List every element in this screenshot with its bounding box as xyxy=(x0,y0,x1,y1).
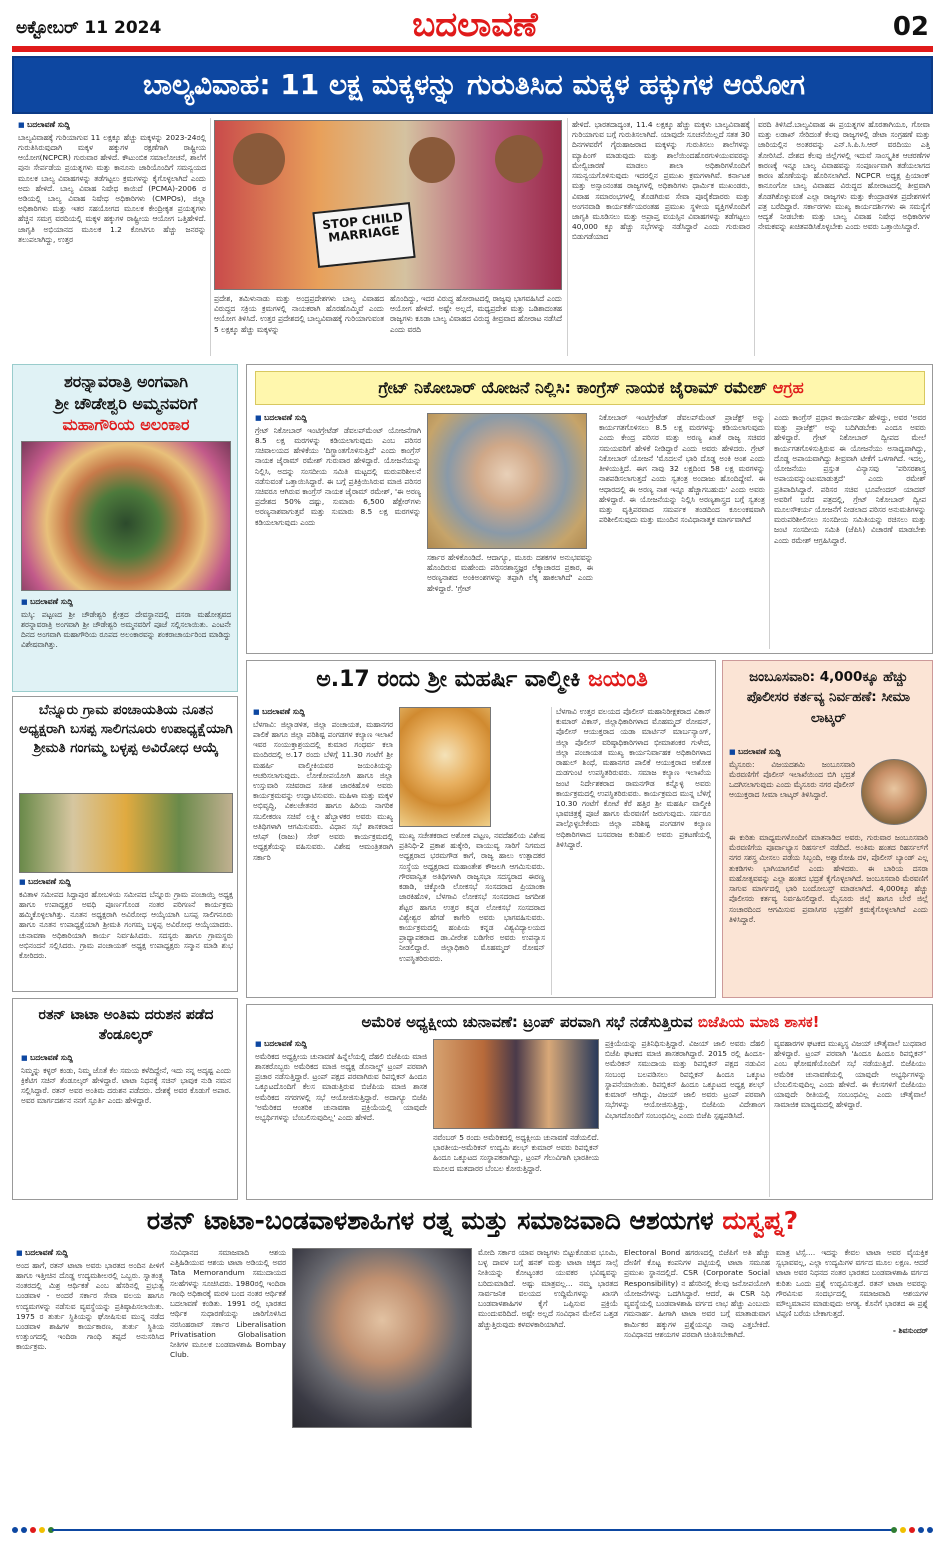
nicobar-col-1-text: ಗ್ರೇಟ್ ನಿಕೋಬಾರ್ ಇಂಟಿಗ್ರೇಟೆಡ್ ಡೆವಲಪ್‌ಮೆಂಟ್ ಯೋಜನೆಗಾಗಿ 8.5 ಲಕ್ಷ ಮರಗಳನ್ನು ಕಡಿಯಲಾಗುವುದು ಎಂಬ ಪರಿಸರ ಸಚಿವಾಲಯದ ಹೇಳಿಕೆಯು 'ದಿಗ್ಭ್ರಾಂತಗೊಳಿಸುತ್ತಿದೆ' ಎಂದು ಕಾಂಗ್ರೆಸ್ ನಾಯಕ ಜೈರಾಮ್ ರಮೇಶ್ ಗುರುವಾರ ಹೇಳಿದ್ದಾರೆ. ಯೋಜನೆಯನ್ನು ನಿಲ್ಲಿಸಿ, ಅದನ್ನು ಸಂಸದೀಯ ಸಮಿತಿ ಮಟ್ಟದಲ್ಲಿ ಮರುಪರಿಶೀಲನೆ ನಡೆಸುವಂತೆ ಒತ್ತಾಯಿಸಿದ್ದಾರೆ. ಈ ಬಗ್ಗೆ ಪ್ರತಿಕ್ರಿಯಿಸಿರುವ ಮಾಜಿ ಪರಿಸರ ಸಚಿವರೂ ಆಗಿರುವ ಕಾಂಗ್ರೆಸ್ ನಾಯಕ ಜೈರಾಮ್ ರಮೇಶ್, 'ಈ ಅರಣ್ಯ ಪ್ರದೇಶದ 50% ದಷ್ಟು, ಸುಮಾರು 6,500 ಹೆಕ್ಟೇರ್‌ಗಳು ಅರಣ್ಯನಾಶವಾಗುತ್ತವೆ ಮತ್ತು ಸುಮಾರು 8.5 ಲಕ್ಷ ಮರಗಳನ್ನು ಕಡಿಯಲಾಗುವುದು ಎಂದು xyxy=(255,425,421,527)
headline-line: ಶರನ್ನಾವರಾತ್ರಿ ಅಂಗವಾಗಿ xyxy=(63,372,188,391)
headline-text: ಅಮೆರಿಕ ಅಧ್ಯಕ್ಷೀಯ ಚುನಾವಣೆ: ಟ್ರಂಪ್ ಪರವಾಗಿ ಸಭೆ ನಡೆಸುತ್ತಿರುವ xyxy=(361,1013,693,1031)
navaratri-headline xyxy=(19,371,233,436)
valmiki-portrait xyxy=(399,707,491,827)
nicobar-headline xyxy=(262,378,920,398)
valmiki-story xyxy=(246,660,716,998)
sign-text: STOP CHILD MARRIAGE xyxy=(321,209,404,245)
masthead xyxy=(0,0,945,54)
tata-col-3: ಮೋದಿ ಸರ್ಕಾರ ಯಾವ ರಾಜ್ಯಗಳು ಬಿಟ್ಟುಕೊಡುವ ಭೂಮಿ, ಬಳ್ಳ ದಾವಳ ಬಗ್ಗೆ ಹನಕ್ ಮತ್ತು ಟಾಟಾ ಚಿಕ್ಕದ ಸಾಲ್ಸೆ ನೀತಿಯನ್ನು ಕೋಟ್ಯಂತರ ಯುವಕರ ಭವಿಷ್ಯವನ್ನು ಬರಿದುಮಾಡಿದೆ. ಅಷ್ಟು ಮಾತ್ರವಲ್ಲ... ನಮ್ಮ ಭಾರತದ ಸಾರ್ವಜನಿಕ ವಲಯದ ಉದ್ದಿಮೆಗಳನ್ನು ಖಾಸಗಿ ಬಂಡವಾಳಶಾಹಿಗಳ ಕೈಗೆ ಒಪ್ಪಿಸುವ ಪ್ರಕ್ರಿಯೆ ಮುಂದುವರಿದಿದೆ. ಅಷ್ಟೇ ಅಲ್ಲದೆ ಸಂವಿಧಾನ ಮೇಲಿನ ಒತ್ತಡ ಹೆಚ್ಚುತ್ತಿರುವುದು ಕಳವಳಕಾರಿಯಾಗಿದೆ. xyxy=(478,1248,618,1329)
lead-col-1-text: ಬಾಲ್ಯವಿವಾಹಕ್ಕೆ ಗುರಿಯಾಗುವ 11 ಲಕ್ಷಕ್ಕೂ ಹೆಚ್ಚು ಮಕ್ಕಳನ್ನು 2023-24ರಲ್ಲಿ ಗುರುತಿಸಿರುವುದಾಗಿ ಮಕ್ಕಳ ಹಕ್ಕುಗಳ ರಕ್ಷಣೆಗಾಗಿ ರಾಷ್ಟ್ರೀಯ ಆಯೋಗ(NCPCR) ಗುರುವಾರ ಹೇಳಿದೆ. ಕೌಟುಂಬಿಕ ಸಮಾಲೋಚನೆ, ಶಾಲೆಗೆ ಪುನಃ ಸೇರ್ಪಡೆಯ ಪ್ರಯತ್ನಗಳು ಮತ್ತು ಕಾನೂನು ಜಾರಿಯೊಂದಿಗೆ ಸಮನ್ವಯದ ಮೂಲಕ ಬಾಲ್ಯ ವಿವಾಹಗಳನ್ನು ತಡೆಗಟ್ಟಲು ಕ್ರಮಗಳನ್ನು ಕೈಗೊಳ್ಳಲಾಗಿದೆ ಎಂದು ಅದು ಹೇಳಿದೆ. ಬಾಲ್ಯ ವಿವಾಹ ನಿಷೇಧ ಕಾಯಿದೆ (PCMA)-2006 ರ ಅಡಿಯಲ್ಲಿ ಬಾಲ್ಯ ವಿವಾಹ ನಿಷೇಧ ಅಧಿಕಾರಿಗಳು (CMPOs), ಜಿಲ್ಲಾ ಅಧಿಕಾರಿಗಳು ಮತ್ತು ಇತರ ಸಹಯೋಗದ ಮೂಲಕ ಕೇಂದ್ರೀಕೃತ ಪ್ರಯತ್ನಗಳು ಹೆಚ್ಚಿನ ಸಮಗ್ರ ವರದಿಯಲ್ಲಿ ಮಕ್ಕಳ ಹಕ್ಕುಗಳ ರಾಷ್ಟ್ರೀಯ ಆಯೋಗ ಒತ್ತಿಹೇಳಿದೆ. ಜಾಗೃತಿ ಅಭಿಯಾನದ ಮೂಲಕ 1.2 ಕೋಟಿಗೂ ಹೆಚ್ಚು ಜನರನ್ನು ತಲುಪಲಾಗಿದ್ದು, ಉತ್ತರ xyxy=(18,132,206,244)
newspaper-title: ಬದಲಾವಣೆ xyxy=(412,5,538,45)
valmiki-col-2: ಮುಖ್ಯ ಸಚೇತಕರಾದ ಅಶೋಕ ಪಟ್ಟಣ, ನವದೆಹಲಿಯ ವಿಶೇಷ ಪ್ರತಿನಿಧಿ-2 ಪ್ರಕಾಶ ಹುಕ್ಕೇರಿ, ವಾಯುವ್ಯ ಸಾರಿಗೆ ನಿಗಮದ ಅಧ್ಯಕ್ಷರಾದ ಭರಮಗೌಡ ಕಾಗೆ, ರಾಜ್ಯ ಹಾಲು ಉತ್ಪಾದಕರ ಸಂಸ್ಥೆಯ ಅಧ್ಯಕ್ಷರಾದ ಮಹಾಂತೇಶ ಕೌಜಲಗಿ ಆಗಮಿಸುವರು. ಗೌರವಾನ್ವಿತ ಅತಿಥಿಗಳಾಗಿ ರಾಜ್ಯಸಭಾ ಸದಸ್ಯರಾದ ಈರಣ್ಣ ಕಡಾಡಿ, ಚಿಕ್ಕೋಡಿ ಲೋಕಸಭೆ ಸಂಸದರಾದ ಪ್ರಿಯಾಂಕಾ ಜಾರಕಿಹೊಳಿ, ಬೆಳಗಾವಿ ಲೋಕಸಭೆ ಸಂಸದರಾದ ಜಗದೀಶ ಶೆಟ್ಟರ ಹಾಗೂ ಉತ್ತರ ಕನ್ನಡ ಲೋಕಸಭೆ ಸಂಸದರಾದ ವಿಶ್ವೇಶ್ವರ ಹೆಗಡೆ ಕಾಗೇರಿ ಅವರು ಭಾಗವಹಿಸುವರು. ಕಾರ್ಯಕ್ರಮದಲ್ಲಿ ಹಂಪಿಯ ಕನ್ನಡ ವಿಶ್ವವಿದ್ಯಾಲಯದ ಪ್ರಾಧ್ಯಾಪಕರಾದ ಡಾ.ವೀರೇಶ ಬಡಿಗೇರ ಅವರು ಉಪನ್ಯಾಸ ನೀಡಲಿದ್ದಾರೆ. ಜಿಲ್ಲಾಧಿಕಾರಿ ಮೊಹಮ್ಮದ್ ರೋಷನ್ ಉಪಸ್ಥಿತರಿರುವರು. xyxy=(399,831,545,963)
tendulkar-body xyxy=(21,1053,231,1197)
headline-text: ಅ.17 ರಂದು ಶ್ರೀ ಮಹರ್ಷಿ ವಾಲ್ಮೀಕಿ xyxy=(316,667,581,692)
seema-latkar-photo xyxy=(861,759,927,825)
usa-col-4: ವ್ಯವಹಾರಗಳ ಘಟಕದ ಮುಖ್ಯಸ್ಥ ವಿಜಯ್ ಚೌತೈವಾಲೆ ಬುಧವಾರ ಹೇಳಿದ್ದಾರೆ. ಟ್ರಂಪ್ ಪರವಾಗಿ 'ಹಿಂದೂ ಹಿಂದೂ ರಿಪಬ್ಲಿಕನ್' ಎಂಬ ಘೋಷಣೆಯೊಂದಿಗೆ ಸಭೆ ನಡೆಯುತ್ತಿದೆ. ಬಿಜೆಪಿಯು ಅಮೆರಿಕ ಚುನಾವಣೆಯಲ್ಲಿ ಯಾವುದೇ ಅಭ್ಯರ್ಥಿಗಳನ್ನು ಬೆಂಬಲಿಸುವುದಿಲ್ಲ ಎಂದು ಹೇಳಿದೆ. ಈ ಕೆಲಸಗಳಿಗೆ ಬಿಜೆಪಿಯು ಯಾವುದೇ ರೀತಿಯಲ್ಲಿ ಸಂಬಂಧವಿಲ್ಲ ಎಂದು ಚೌತೈವಾಲೆ ಸಾಮಾಜಿಕ ಮಾಧ್ಯಮದಲ್ಲಿ ಹೇಳಿದ್ದಾರೆ. xyxy=(774,1039,926,1110)
masthead-rule xyxy=(12,46,933,52)
tendulkar-story xyxy=(12,998,238,1200)
trump-photo xyxy=(433,1039,599,1129)
usa-headline xyxy=(253,1013,928,1031)
byline: ■ ಬದಲಾವಣೆ ಸುದ್ದಿ xyxy=(729,747,855,758)
divider xyxy=(769,413,770,649)
valmiki-col-1 xyxy=(253,707,393,995)
lead-col-5: ವರದಿ ತಿಳಿಸಿದೆ.ಬಾಲ್ಯವಿವಾಹ ಈ ಪ್ರಯತ್ನಗಳ ಹೊರತಾಗಿಯೂ, ಗೋವಾ ಮತ್ತು ಲಡಾಖ್ ಸೇರಿದಂತೆ ಕೆಲವು ರಾಜ್ಯಗಳಲ್ಲಿ ಡೇಟಾ ಸಂಗ್ರಹಣೆ ಮತ್ತು ಜಾರಿಯಲ್ಲಿನ ಅಂತರವನ್ನು ಎನ್.ಸಿ.ಪಿ.ಸಿ.ಆರ್ ವರದಿಯು ಎತ್ತಿ ತೋರಿಸಿದೆ. ದೇಶದ ಕೆಲವು ಜಿಲ್ಲೆಗಳಲ್ಲಿ ಇದುವೆ ಸಾಂಸ್ಕೃತಿಕ ಆಚರಣೆಗಳ ಕಾರಣಕ್ಕೆ ಇನ್ನೂ ಬಾಲ್ಯ ವಿವಾಹವನ್ನು ಸಂಪೂರ್ಣವಾಗಿ ತಡೆಯಲಾಗದ ಕಾರಣ ಹೊಣೆಯನ್ನು ಹೊರಿಸಲಾಗಿದೆ. NCPCR ಅಧ್ಯಕ್ಷ ಪ್ರಿಯಾಂಕ್ ಕಾನೂಂಗೋ ಬಾಲ್ಯ ವಿವಾಹದ ವಿರುದ್ಧದ ಹೋರಾಟದಲ್ಲಿ ತೀವ್ರವಾಗಿ ತೊಡಗಿಕೊಳ್ಳುವಂತೆ ಎಲ್ಲಾ ರಾಜ್ಯಗಳು ಮತ್ತು ಕೇಂದ್ರಾಡಳಿತ ಪ್ರದೇಶಗಳಿಗೆ ಪತ್ರ ಬರೆದಿದ್ದಾರೆ. ಸರ್ಕಾರಗಳು ಮುಖ್ಯ ಕಾರ್ಯದರ್ಶಿಗಳು ಈ ಸಮಸ್ಯೆಗೆ ಆದ್ಯತೆ ನೀಡಬೇಕು ಮತ್ತು ಬಾಲ್ಯ ವಿವಾಹ ನಿಷೇಧ ಅಧಿಕಾರಿಗಳ ನೇಮಕವನ್ನು ಖಚಿತಪಡಿಸಿಕೊಳ್ಳಬೇಕು ಎಂದು ಅವರು ಒತ್ತಾಯಿಸಿದ್ದಾರೆ. xyxy=(758,120,930,232)
valmiki-col-1-text: ಬೆಳಗಾವಿ: ಜಿಲ್ಲಾಡಳಿತ, ಜಿಲ್ಲಾ ಪಂಚಾಯತ, ಮಹಾನಗರ ಪಾಲಿಕೆ ಹಾಗೂ ಜಿಲ್ಲಾ ಪರಿಶಿಷ್ಟ ಪಂಗಡಗಳ ಕಲ್ಯಾಣ ಇಲಾಖೆ ಇವರ ಸಂಯುಕ್ತಾಶ್ರಯದಲ್ಲಿ ಕುಮಾರ ಗಂಧರ್ವ ಕಲಾ ಮಂದಿರದಲ್ಲಿ ಅ.17 ರಂದು ಬೆಳಿಗ್ಗೆ 11.30 ಗಂಟೆಗೆ ಶ್ರೀ ಮಹರ್ಷಿ ವಾಲ್ಮೀಕಿಯವರ ಜಯಂತಿಯನ್ನು ಆಚರಿಸಲಾಗುವುದು. ಲೋಕೋಪಯೋಗಿ ಹಾಗೂ ಜಿಲ್ಲಾ ಉಸ್ತುವಾರಿ ಸಚಿವರಾದ ಸತೀಶ ಜಾರಕಿಹೊಳಿ ಅವರು ಕಾರ್ಯಕ್ರಮವನ್ನು ಉದ್ಘಾಟಿಸುವರು. ಮಹಿಳಾ ಮತ್ತು ಮಕ್ಕಳ ಅಭಿವೃದ್ಧಿ, ವಿಕಲಚೇತನರ ಹಾಗೂ ಹಿರಿಯ ನಾಗರಿಕ ಸಬಲೀಕರಣ ಸಚಿವೆ ಲಕ್ಷ್ಮೀ ಹೆಬ್ಬಾಳಕರ ಅವರು ಮುಖ್ಯ ಅತಿಥಿಗಳಾಗಿ ಆಗಮಿಸುವರು. ವಿಧಾನ ಸಭೆ ಶಾಸಕರಾದ ಆಸಿಫ್ (ರಾಜು) ಸೇಠ್ ಅವರು ಕಾರ್ಯಕ್ರಮದಲ್ಲಿ ಅಧ್ಯಕ್ಷತೆಯನ್ನು ವಹಿಸುವರು. ವಿಶೇಷ ಆಮಂತ್ರಿತರಾಗಿ ಸರ್ಕಾರಿ xyxy=(253,719,393,862)
headline-accent: ದುಸ್ವಪ್ನ? xyxy=(722,1206,799,1235)
footer-rule xyxy=(52,1529,893,1531)
usa-col-2: ನವೆಂಬರ್ 5 ರಂದು ಅಮೆರಿಕದಲ್ಲಿ ಅಧ್ಯಕ್ಷೀಯ ಚುನಾವಣೆ ನಡೆಯಲಿದೆ. ಭಾರತೀಯ-ಅಮೆರಿಕನ್ ಉದ್ಯಮಿ ಶಲಭ್ ಕುಮಾರ್ ಅವರು ರಿಪಬ್ಲಿಕನ್ ಹಿಂದೂ ಒಕ್ಕೂಟದ ಸಂಸ್ಥಾಪಕರಾಗಿದ್ದು, ಟ್ರಂಪ್ ಗೆಲುವಿಗಾಗಿ ಭಾರತೀಯ ಮೂಲದ ಮತದಾರರ ಬೆಂಬಲ ಕೋರುತ್ತಿದ್ದಾರೆ. xyxy=(433,1133,599,1173)
jamboo-story xyxy=(722,660,933,998)
lead-col-1 xyxy=(18,120,206,356)
lead-headline: ಬಾಲ್ಯವಿವಾಹ: 11 ಲಕ್ಷ ಮಕ್ಕಳನ್ನು ಗುರುತಿಸಿದ ಮಕ್ಕಳ ಹಕ್ಕುಗಳ ಆಯೋಗ xyxy=(142,68,806,101)
valmiki-col-2b xyxy=(497,707,547,827)
footer-dots-left xyxy=(12,1527,54,1533)
panchayat-text: ಕವಿತಾಳ ಸಮೀಪದ ಸಿದ್ದಾಪುರ ಹೋಬಳಿಯ ಸಮೀಪದ ಬೆನ್ನೂರು ಗ್ರಾಮ ಪಂಚಾಯ್ತಿ ಅಧ್ಯಕ್ಷ ಹಾಗೂ ಉಪಾಧ್ಯಕ್ಷರ ಅವಧಿ ಪೂರ್ಣಗೊಂಡ ನಂತರ ಪರಿಗಣನೆ ಕಾರ್ಯಕ್ರಮ ಹಮ್ಮಿಕೊಳ್ಳಲಾಗಿತ್ತು. ನೂತನ ಅಧ್ಯಕ್ಷರಾಗಿ ಅವಿರೋಧ ಆಯ್ಕೆಯಾಗಿ ಬಸಪ್ಪ ಸಾಲಿಗನೂರು ಹಾಗೂ ನೂತನ ಉಪಾಧ್ಯಕ್ಷೆಯಾಗಿ ಶ್ರೀಮತಿ ಗಂಗಮ್ಮ ಬಳ್ಳಪ್ಪ ಅವಿರೋಧ ಆಯ್ಕೆಯಾದರು. ಚುನಾವಣಾ ಅಧಿಕಾರಿಯಾಗಿ ಕಾರ್ಯ ನಿರ್ವಹಿಸಿದರು. ಸದಸ್ಯರು ಹಾಗೂ ಗ್ರಾಮಸ್ಥರು ಅಭಿನಂದನೆ ಸಲ್ಲಿಸಿದರು. ಗ್ರಾಮ ಪಂಚಾಯತ್ ಅಧ್ಯಕ್ಷ ಉಪಾಧ್ಯಕ್ಷರು ಸನ್ಮಾನ ಮಾಡಿ ಶುಭ ಕೋರಿದರು. xyxy=(19,889,233,960)
goddess-photo xyxy=(21,441,231,591)
tata-story xyxy=(12,1248,933,1520)
jamboo-body-top xyxy=(729,747,855,829)
byline: ■ ಬದಲಾವಣೆ ಸುದ್ದಿ xyxy=(255,413,421,424)
byline: ■ ಬದಲಾವಣೆ ಸುದ್ದಿ xyxy=(18,120,206,131)
footer-decoration xyxy=(12,1524,933,1536)
group-photo xyxy=(19,793,233,873)
divider xyxy=(754,118,755,356)
navaratri-body xyxy=(21,597,231,689)
byline: ■ ಬದಲಾವಣೆ ಸುದ್ದಿ xyxy=(253,707,393,718)
nicobar-col-3: ನಿಕೋಬಾರ್ ಇಂಟಿಗ್ರೇಟೆಡ್ ಡೆವಲಪ್‌ಮೆಂಟ್ ಪ್ರಾಜೆಕ್ಟ್ ಅನ್ನು ಕಾರ್ಯಗತಗೊಳಿಸಲು 8.5 ಲಕ್ಷ ಮರಗಳನ್ನು ಕಡಿಯಲಾಗುವುದು ಎಂದು ಕೇಂದ್ರ ಪರಿಸರ ಮತ್ತು ಅರಣ್ಯ ಖಾತೆ ರಾಜ್ಯ ಸಚಿವರ ಸಮಯವರಿಗೆ ಹೇಳಿಕೆ ನೀಡಿದ್ದಾರೆ ಎಂದು ಅವರು ಹೇಳಿದರು. ಗ್ರೇಟ್ ನಿಕೋಬಾರ್ ಯೋಜನೆ 'ಮೊದಲನೆ ಭಾರಿ ದೊಡ್ಡ ಅಂಕಿ ಅಂಶ ಎಂದು ತೀಳಿಯುತ್ತಿದೆ. ಈಗ ನಾವು 32 ಲಕ್ಷದಿಂದ 58 ಲಕ್ಷ ಮರಗಳನ್ನು ನಾಶಪಡಿಸಲಾಗುತ್ತದೆ ಎಂದು ಸ್ವತಂತ್ರ ಅಂದಾಜು ಹೊಂದಿದ್ದೇವೆ. ಈ ಆಧಾರದಲ್ಲಿ ಈ ಅರಣ್ಯ ನಾಶ ಇನ್ನೂ ಹೆಚ್ಚಾಗಬಹುದು' ಎಂದು ಅವರು ಹೇಳಿದ್ದಾರೆ. ಈ ಯೋಜನೆಯನ್ನು ನಿಲ್ಲಿಸಿ ಅರಣ್ಯಶಾಸ್ತ್ರದ ಬಗ್ಗೆ ಸ್ವತಂತ್ರ ಮತ್ತು ವೃತ್ತಿಪರವಾದ ಸಮರ್ಪಕ ತಂಡದಿಂದ ಕೂಲಂಕಷವಾಗಿ ಪರಿಶೀಲಿಸುವುದು ಮತ್ತು ಮುಂದಿನ ಸಂವಿಧಾನಾತ್ಮಕ ಮಾರ್ಗವಾಗಿದೆ xyxy=(599,413,765,525)
navaratri-story xyxy=(12,364,238,692)
child-figure xyxy=(409,137,455,183)
headline-line: ಮಹಾಗೌರಿಯ ಅಲಂಕಾರ xyxy=(62,415,190,435)
nicobar-story xyxy=(246,364,933,654)
panchayat-story xyxy=(12,696,238,992)
byline: ■ ಬದಲಾವಣೆ ಸುದ್ದಿ xyxy=(21,1053,231,1064)
lead-col-3: ಹೊಂದಿದ್ದು, ಇದರ ವಿರುದ್ಧ ಹೋರಾಟದಲ್ಲಿ ರಾಜ್ಯವು ಭಾಗವಹಿಸಿದೆ ಎಂದು ಆಯೋಗ ಹೇಳಿದೆ. ಅಷ್ಟೇ ಅಲ್ಲದೆ, ಮಧ್ಯಪ್ರದೇಶ ಮತ್ತು ಒಡಿಶಾದಂತಹ ರಾಜ್ಯಗಳು ಕೂಡಾ ಬಾಲ್ಯ ವಿವಾಹದ ವಿರುದ್ಧ ತೀವ್ರವಾದ ಹೋರಾಟ ನಡೆಸಿದೆ ಎಂದು ವರದಿ xyxy=(390,294,562,334)
tata-col-4: Electoral Bond ಹಗರಣದಲ್ಲಿ ಬಿಜೆಪಿಗೆ ಅತಿ ಹೆಚ್ಚು ದೇಣಿಗೆ ಕೊಟ್ಟ ಕಂಪನಿಗಳ ಪಟ್ಟಿಯಲ್ಲಿ ಟಾಟಾ ಸಮೂಹ ಪ್ರಮುಖ ಸ್ಥಾನದಲ್ಲಿದೆ. CSR (Corporate Social Responsibility) ನ ಹೆಸರಿನಲ್ಲಿ ಕೆಲವು ಜನೋಪಯೋಗಿ ಯೋಜನೆಗಳನ್ನು ಒದಗಿಸಿದ್ದಾರೆ. ಆದರೆ, ಈ CSR ನಿಧಿ ವ್ಯವಸ್ಥೆಯಲ್ಲಿ ಬಂಡವಾಳಶಾಹಿ ವರ್ಗದ ಲಾಭ ಹೆಚ್ಚು ಎಂಬುದು ಗಮನಾರ್ಹ. ಹೀಗಾಗಿ ಟಾಟಾ ಅವರ ಬಗ್ಗೆ ಮಾತಾಡುವಾಗ ಕಾರ್ಮಿಕರ ಹಕ್ಕುಗಳ ಪ್ರಶ್ನೆಯನ್ನೂ ನಾವು ಎತ್ತಬೇಕಿದೆ. ಸಂವಿಧಾನದ ಆಶಯಗಳ ಪರವಾಗಿ ಚಿಂತಿಸಬೇಕಾಗಿದೆ. xyxy=(624,1248,770,1339)
divider xyxy=(769,1039,770,1197)
child-figure xyxy=(495,135,543,183)
headline-text: ಗ್ರೇಟ್ ನಿಕೋಬಾರ್ ಯೋಜನೆ ನಿಲ್ಲಿಸಿ: ಕಾಂಗ್ರೆಸ್ ನಾಯಕ ಜೈರಾಮ್ ರಮೇಶ್ xyxy=(378,378,768,397)
issue-date: ಅಕ್ಟೋಬರ್ 11 2024 xyxy=(16,18,162,38)
lead-col-4: ಹೇಳಿದೆ. ಭಾರತದಾದ್ಯಂತ, 11.4 ಲಕ್ಷಕ್ಕೂ ಹೆಚ್ಚು ಮಕ್ಕಳು ಬಾಲ್ಯವಿವಾಹಕ್ಕೆ ಗುರಿಯಾಗುವ ಬಗ್ಗೆ ಗುರುತಿಸಲಾಗಿದೆ. ಯಾವುದೇ ಸೂಚನೆಯಿಲ್ಲದೆ ಸತತ 30 ದಿನಗಳವರೆಗೆ ಗೈರುಹಾಜರಾದ ಮಕ್ಕಳನ್ನು ಗುರುತಿಸಲು ಶಾಲೆಗಳನ್ನು ಮ್ಯಾಪಿಂಗ್ ಮಾಡುವುದು ಮತ್ತು ಶಾಲೆಯಿಂದಹೊರಗುಳಿಯುವವರನ್ನು ಮೇಲ್ವಿಚಾರಣೆ ಮಾಡಲು ಶಾಲಾ ಅಧಿಕಾರಿಗಳೊಂದಿಗೆ ಸಮನ್ವಯಗೊಳಿಸುವುದು ಇದರಲ್ಲಿನ ಪ್ರಮುಖ ಕ್ರಮಗಳಾಗಿವೆ. ಕರ್ನಾಟಕ ಮತ್ತು ಅಸ್ಸಾಂನಂತಹ ರಾಜ್ಯಗಳಲ್ಲಿ ಅಧಿಕಾರಿಗಳು ಧಾರ್ಮಿಕ ಮುಖಂಡರು, ವಿವಾಹ ಸಮಾರಂಭಗಳಲ್ಲಿ ತೊಡಗಿರುವ ಸೇವಾ ಪೂರೈಕೆದಾರರು ಮತ್ತು ಅಂಗನವಾಡಿ ಕಾರ್ಯಕರ್ತೆಯರಂತಹ ಪ್ರಮುಖ ಸ್ಥಳೀಯ ವ್ಯಕ್ತಿಗಳೊಂದಿಗೆ ಜಾಗೃತಿ ಮೂಡಿಸಲು ಮತ್ತು ಅಪ್ರಾಪ್ತ ವಯಸ್ಸಿನ ವಿವಾಹಗಳನ್ನು ತಡೆಗಟ್ಟಲು 40,000 ಕ್ಕೂ ಹೆಚ್ಚು ಸಭೆಗಳನ್ನು ನಡೆಸಿದ್ದಾರೆ ಎಂದು ಗುರುವಾರ ಬಿಡುಗಡೆಯಾದ xyxy=(572,120,750,242)
jamboo-top-text: ಮೈಸೂರು: ವಿಜಯದಶಮಿ ಜಂಬೂಸವಾರಿ ಮೆರವಣಿಗೆಗೆ ಪೊಲೀಸ್ ಇಲಾಖೆಯಿಂದ ಬಿಗಿ ಭದ್ರತೆ ಒದಗಿಸಲಾಗುವುದು ಎಂದು ಮೈಸೂರು ನಗರ ಪೊಲೀಸ್ ಆಯುಕ್ತರಾದ ಸೀಮಾ ಲಾಟ್ಕರ್ ತಿಳಿಸಿದ್ದಾರೆ. xyxy=(729,759,855,800)
sign-board xyxy=(312,202,415,268)
tendulkar-text: ನಿಮ್ಮನ್ನು ಕಳ್ಳರ್‍ ಕಂಡು, ನಿಮ್ಮ ಜೊತೆ ಕೆಲ ಸಮಯ ಕಳೆದಿದ್ದೇನೆ, ಇದು ನನ್ನ ಅದೃಷ್ಟ ಎಂದು ಕ್ರಿಕೆಟಿಗ ಸಚಿನ್ ತೆಂಡೂಲ್ಕರ್ ಹೇಳಿದ್ದಾರೆ. ಟಾಟಾ ನಿಧನಕ್ಕೆ ಸಚಿನ್ ಭಾವುಕ ನುಡಿ ನಮನ ಸಲ್ಲಿಸಿದ್ದಾರೆ. ರತನ್ ಅವರ ಅಂತಿಮ ದರುಶನ ಪಡೆದರು. ದೇಶಕ್ಕೆ ಅವರ ಕೊಡುಗೆ ಅಪಾರ. ಅವರ ಮಾರ್ಗದರ್ಶನ ನನಗೆ ಸ್ಫೂರ್ತಿ ಎಂದು ಹೇಳಿದ್ದಾರೆ. xyxy=(21,1065,231,1106)
lead-story xyxy=(12,118,933,358)
footer-dots-right xyxy=(891,1527,933,1533)
tata-col-1-text: ಅಂದ ಹಾಗೆ, ರತನ್ ಟಾಟಾ ಅವರು ಭಾರತದ ಅಂದಿನ ಪೀಳಿಗೆ ಹಾಗೂ ಇತ್ತೀಚಿನ ದೊಡ್ಡ ಉದ್ಯಮಶೀಲರಲ್ಲಿ ಒಬ್ಬರು. ಸ್ವಾತಂತ್ರ್ಯ ನಂತರದಲ್ಲಿ ಮಿಶ್ರ ಆರ್ಥಿಕತೆ ಎಂಬ ಹೆಸರಿನಲ್ಲಿ ಪ್ರಭುತ್ವ ಬಂಡವಾಳ - ಅಂದರೆ ಸರ್ಕಾರ ಸೇವಾ ವಲಯ ಹಾಗೂ ಉದ್ಯಮಗಳನ್ನು ನಡೆಸುವ ವ್ಯವಸ್ಥೆಯನ್ನು ಪ್ರತಿಷ್ಠಾಪಿಸಲಾಯಿತು. 1975 ರ ತುರ್ತು ಸ್ಥಿತಿಯನ್ನು ಘೋಷಿಸುವ ಮುನ್ನ ನಡೆದ ಬಂಡವಾಳ ಶಾಹಿಗಳ ಕಾರ್ಯಕಾರಣ, ತುರ್ತು ಸ್ಥಿತಿಯ ಉತ್ತುಂಗದಲ್ಲಿ ಇಂದಿರಾ ಗಾಂಧಿ ತಪ್ಪದೆ ಅನುಸರಿಸಿದ ಕಾರ್ಯಕ್ರಮ. xyxy=(16,1260,164,1352)
navaratri-text: ಮಸ್ಕಿ: ಪಟ್ಟಣದ ಶ್ರೀ ಚೌಡೇಶ್ವರಿ ಕ್ಷೇತ್ರದ ದೇವಸ್ಥಾನದಲ್ಲಿ ದಸರಾ ಮಹೋತ್ಸವದ ಶರನ್ನಾವರಾತ್ರಿ ಅಂಗವಾಗಿ ಶ್ರೀ ಚೌಡೇಶ್ವರಿ ಅಮ್ಮನವರಿಗೆ ಪೂಜೆ ಸಲ್ಲಿಸಲಾಯಿತು. ಎಂಟನೇ ದಿನದ ಅಂಗವಾಗಿ ಮಹಾಗೌರಿಯ ರೂಪದ ಅಲಂಕಾರವನ್ನು ಶಂಕರಾಚಾರ್ಯರಿಂದ ಮಾಡಿದ್ದು ವಿಶೇಷವಾಗಿತ್ತು. xyxy=(21,609,231,650)
tata-col-2b xyxy=(292,1432,472,1518)
panchayat-body xyxy=(19,877,233,989)
valmiki-col-3: ಬೆಳಗಾವಿ ಉತ್ತರ ವಲಯದ ಪೊಲೀಸ್ ಮಹಾನಿರೀಕ್ಷಕರಾದ ವಿಕಾಸ್ ಕುಮಾರ್ ವಿಕಾಸ್, ಜಿಲ್ಲಾಧಿಕಾರಿಗಳಾದ ಮೊಹಮ್ಮದ್ ರೋಷನ್, ಪೊಲೀಸ್ ಆಯುಕ್ತರಾದ ಯಡಾ ಮಾರ್ಟಿನ್ ಮಾರ್ಬನ್ಯಾಂಗ್, ಜಿಲ್ಲಾ ಪೊಲೀಸ್ ವರಿಷ್ಠಾಧಿಕಾರಿಗಳಾದ ಭೀಮಾಶಂಕರ ಗುಳೇದ, ಜಿಲ್ಲಾ ಪಂಚಾಯತ ಮುಖ್ಯ ಕಾರ್ಯನಿರ್ವಾಹಕ ಅಧಿಕಾರಿಗಳಾದ ರಾಹುಲ್ ಶಿಂಧೆ, ಮಹಾನಗರ ಪಾಲಿಕೆ ಆಯುಕ್ತರಾದ ಅಶೋಕ ದುಡಗುಂಟಿ ಉಪಸ್ಥಿತರಿರುವರು. ಸಮಾಜ ಕಲ್ಯಾಣ ಇಲಾಖೆಯ ಜಂಟಿ ನಿರ್ದೇಶಕರಾದ ರಾಮನಗೌಡ ಕನ್ನೊಳ್ಳಿ ಅವರು ಕಾರ್ಯಕ್ರಮದಲ್ಲಿ ಉಪಸ್ಥಿತರಿರುವರು. ಕಾರ್ಯಕ್ರಮದ ಮುನ್ನ ಬೆಳಿಗ್ಗೆ 10.30 ಗಂಟೆಗೆ ಕೋಟೆ ಕೆರೆ ಹತ್ತಿರ ಶ್ರೀ ಮಹರ್ಷಿ ವಾಲ್ಮೀಕಿ ಭಾವಚಿತ್ರಕ್ಕೆ ಪೂಜೆ ಹಾಗೂ ಮೆರವಣಿಗೆ ಜರುಗುವುದು. ಸರ್ವರೂ ಪಾಲ್ಗೊಳ್ಳಬೇಕೆಂದು ಜಿಲ್ಲಾ ಪರಿಶಿಷ್ಟ ಪಂಗಡಗಳ ಕಲ್ಯಾಣ ಅಧಿಕಾರಿಗಳಾದ ಬಸವರಾಜ ಕುರಿಹುಲಿ ಅವರು ಪ್ರಕಟಣೆಯಲ್ಲಿ ತಿಳಿಸಿದ್ದಾರೆ. xyxy=(556,707,711,849)
tata-col-1 xyxy=(16,1248,164,1518)
usa-col-3: ಪ್ರಕ್ರಿಯೆಯನ್ನು ಪ್ರತಿನಿಧಿಸುತ್ತಿದ್ದಾರೆ. ವಿಜಯ್ ಜಾಲಿ ಅವರು ದೆಹಲಿ ಬಿಜೆಪಿ ಘಟಕದ ಮಾಜಿ ಶಾಸಕರಾಗಿದ್ದಾರೆ. 2015 ರಲ್ಲಿ ಹಿಂದೂ-ಅಮೆರಿಕನ್ ಸಮುದಾಯ ಮತ್ತು ರಿಪಬ್ಲಿಕನ್ ಪಕ್ಷದ ನಡುವಿನ ಸಂಬಂಧ ಬಲಪಡಿಸಲು ರಿಪಬ್ಲಿಕನ್ ಹಿಂದೂ ಒಕ್ಕೂಟ ಸ್ಥಾಪನೆಯಾಯಿತು. ರಿಪಬ್ಲಿಕನ್ ಹಿಂದೂ ಒಕ್ಕೂಟದ ಅಧ್ಯಕ್ಷ ಶಲಭ್ ಕುಮಾರ್ ಆಗಿದ್ದು, ವಿಜಯ್ ಜಾಲಿ ಅವರು ಟ್ರಂಪ್ ಪರವಾಗಿ ಸಭೆಗಳನ್ನು ಆಯೋಜಿಸುತ್ತಿದ್ದು, ಬಿಜೆಪಿಯ ವಿದೇಶಾಂಗ ವಿಭಾಗದೊಂದಿಗೆ ಸಂಬಂಧವಿಲ್ಲ ಎಂದು ಬಿಜೆಪಿ ಸ್ಪಷ್ಟಪಡಿಸಿದೆ. xyxy=(605,1039,765,1120)
lead-headline-band xyxy=(12,56,933,114)
headline-accent: ಬಿಜೆಪಿಯ ಮಾಜಿ ಶಾಸಕ! xyxy=(697,1013,820,1031)
byline: ■ ಬದಲಾವಣೆ ಸುದ್ದಿ xyxy=(19,877,233,888)
page-number: 02 xyxy=(892,12,929,42)
tata-col-2: ಸಂವಿಧಾನದ ಸಮಾಜವಾದಿ ಆಶಯ ಎತ್ತಿಹಿಡಿಯುವ ಆಶಯ ಟಾಟಾ ಅಡಿಯಲ್ಲಿ ಅವರ Tata Memorandum ಸಮುದಾಯದ ಸಲಹೆಗಳನ್ನು ಸೂಚಿಸಿದರು. 1980ರಲ್ಲಿ ಇಂದಿರಾ ಗಾಂಧಿ ಅಧಿಕಾರಕ್ಕೆ ಮರಳಿ ಬಂದ ನಂತರ ಆರ್ಥಿಕತೆ ಬದಲಾವಣೆ ಕಂಡಿತು. 1991 ರಲ್ಲಿ ಭಾರತದ ಆರ್ಥಿಕ ಸುಧಾರಣೆಯನ್ನು ಜಾರಿಗೊಳಿಸಿದ ನರಸಿಂಹರಾವ್ ಸರ್ಕಾರ Liberalisation Privatisation Globalisation ನೀತಿಗಳ ಮೂಲಕ ಬಂಡವಾಳಶಾಹಿ Bombay Club. xyxy=(170,1248,286,1360)
author-signature: - ಶಿವಸುಂದರ್ xyxy=(892,1325,928,1335)
nicobar-col-1 xyxy=(255,413,421,649)
valmiki-headline xyxy=(253,667,711,692)
headline-accent: ಆಗ್ರಹ xyxy=(772,378,804,397)
headline-line: ಶ್ರೀ ಚೌಡೇಶ್ವರಿ ಅಮ್ಮನವರಿಗೆ xyxy=(54,393,198,413)
jamboo-body: ಈ ಕುರಿತು ಮಾಧ್ಯಮಗಳೊಂದಿಗೆ ಮಾತನಾಡಿದ ಅವರು, ಗುರುವಾರ ಜಂಬೂಸವಾರಿ ಮೆರವಣಿಗೆಯ ಪೂರ್ವಾಭ್ಯಾಸ ರಿಹರ್ಸಲ್ ನಡೆದಿದೆ. ಅಂತಿಮ ಹಂತದ ರಿಹರ್ಸಲ್‌ಗೆ ನಗರ ಸಶಸ್ತ್ರ ಮೀಸಲು ಪಡೆಯ ಸಿಬ್ಬಂದಿ, ಅಶ್ವಾರೋಹಿ ದಳ, ಪೊಲೀಸ್ ಬ್ಯಾಂಡ್ ಎಲ್ಲ ತುಕಡಿಗಳು ಭಾಗಿಯಾಗಲಿವೆ ಎಂದು ಹೇಳಿದರು. ಈ ಬಾರಿಯ ದಸರಾ ಮಹೋತ್ಸವವನ್ನು ಎಲ್ಲಾ ಹಂತದ ಭದ್ರತೆ ಕೈಗೊಳ್ಳಲಾಗಿದೆ. ಜಂಬೂಸವಾರಿ ಮೆರವಣಿಗೆ ಸಾಗುವ ಮಾರ್ಗದಲ್ಲಿ ಭಾರಿ ಬಂದೋಬಸ್ತ್ ಮಾಡಲಾಗಿದೆ. 4,000ಕ್ಕೂ ಹೆಚ್ಚು ಪೊಲೀಸರು ಕರ್ತವ್ಯ ನಿರ್ವಹಿಸಲಿದ್ದಾರೆ. ಮೈಸೂರು ಜಿಲ್ಲೆ ಹಾಗೂ ಬೇರೆ ಜಿಲ್ಲೆ ಸಂಚಾರದಿಂದ ಆಗಮಿಸುವ ಪ್ರವಾಸಿಗರ ಭದ್ರತೆಗೆ ಕ್ರಮಕೈಗೊಳ್ಳಲಾಗಿದೆ ಎಂದು ತಿಳಿಸಿದ್ದಾರೆ. xyxy=(729,833,928,924)
tendulkar-headline: ರತನ್ ಟಾಟಾ ಅಂತಿಮ ದರುಶನ ಪಡೆದ ತೆಂಡೂಲ್ಕರ್ xyxy=(38,1007,214,1044)
byline: ■ ಬದಲಾವಣೆ ಸುದ್ದಿ xyxy=(255,1039,427,1050)
child-marriage-photo xyxy=(214,120,562,290)
byline: ■ ಬದಲಾವಣೆ ಸುದ್ದಿ xyxy=(16,1248,164,1259)
tata-headline xyxy=(12,1206,933,1246)
divider xyxy=(551,707,552,995)
jairam-ramesh-photo xyxy=(427,413,587,549)
tata-col-5-text: ಮಾತ್ರ ಟಿಸ್ಸೆ.... ಇದನ್ನು ಕೇವಲ ಟಾಟಾ ಅವರ ವೈಯಕ್ತಿಕ ಸ್ವಭಾವವಲ್ಲ, ಎಲ್ಲಾ ಉದ್ಯಮಿಗಳ ವರ್ಗದ ಮೂಲ ಲಕ್ಷಣ. ಆದರೆ ಟಾಟಾ ಅವರ ನಿಧನದ ನಂತರ ಭಾರತದ ಬಂಡವಾಳಶಾಹಿ ವರ್ಗದ ಕುರಿತು ಒಂದು ಪ್ರಶ್ನೆ ಉದ್ಭವಿಸುತ್ತದೆ. ರತನ್ ಟಾಟಾ ಅವರನ್ನು ಗೌರವಿಸುವ ಸಂದರ್ಭದಲ್ಲಿ ಸಮಾಜವಾದಿ ಆಶಯಗಳ ಮೌಲ್ಯಮಾಪನ ಮಾಡುವುದು ಅಗತ್ಯ. ಕೊನೆಗೆ ಭಾರತದ ಈ ಪ್ರಶ್ನೆ ಟಿಪ್ಪಣಿ ಬರೆಯ ಬೇಕಾಗುತ್ತದೆ. xyxy=(776,1248,928,1319)
headline-text: ರತನ್ ಟಾಟಾ-ಬಂಡವಾಳಶಾಹಿಗಳ ರತ್ನ ಮತ್ತು ಸಮಾಜವಾದಿ ಆಶಯಗಳ xyxy=(146,1206,714,1235)
usa-story xyxy=(246,1004,933,1200)
ratan-tata-photo xyxy=(292,1248,472,1428)
tata-col-5 xyxy=(776,1248,928,1518)
nicobar-headline-band xyxy=(255,371,925,405)
usa-col-1 xyxy=(255,1039,427,1197)
divider xyxy=(210,118,211,356)
nicobar-col-2: ಸರ್ಕಾರ ಹೇಳಿಕೊಂಡಿದೆ. ಆದಾಗ್ಯೂ, ಮೂರು ದಶಕಗಳ ಅನುಭವವನ್ನು ಹೊಂದಿರುವ ಮಹೇಂದು ಪರಿಸರಶಾಸ್ತ್ರಜ್ಞರ ಲೆಕ್ಕಾಚಾರದ ಪ್ರಕಾರ, ಈ ಅರಣ್ಯನಾಶದ ಅಂಕಿಅಂಶಗಳನ್ನು ತಪ್ಪಾಗಿ ಲೆಕ್ಕ ಹಾಕಲಾಗಿದೆ' ಎಂದು ಹೇಳಿದ್ದಾರೆ. 'ಗ್ರೇಟ್ xyxy=(427,553,593,593)
headline-accent: ಜಯಂತಿ xyxy=(588,667,648,692)
lead-col-2: ಪ್ರದೇಶ, ತಮಿಳುನಾಡು ಮತ್ತು ಅಂದ್ರಪ್ರದೇಶಗಳು ಬಾಲ್ಯ ವಿವಾಹದ ವಿರುದ್ಧದ ಸಕ್ರಿಯ ಕ್ರಮಗಳಲ್ಲಿ ನಾಯಕರಾಗಿ ಹೊರಹೊಮ್ಮಿವೆ ಎಂದು ಆಯೋಗ ತಿಳಿಸಿದೆ. ಉತ್ತರ ಪ್ರದೇಶದಲ್ಲಿ ಬಾಲ್ಯವಿವಾಹಕ್ಕೆ ಗುರಿಯಾಗುವಂತ 5 ಲಕ್ಷಕ್ಕೂ ಹೆಚ್ಚು ಮಕ್ಕಳನ್ನು xyxy=(214,294,384,334)
nicobar-col-4: ಎಂದು ಕಾಂಗ್ರೆಸ್ ಪ್ರಧಾನ ಕಾರ್ಯದರ್ಶಿ ಹೇಳಿದ್ದು, ಅವರ 'ಅವರ ಮತ್ತು ಪ್ರಾಜೆಕ್ಟ್' ಅನ್ನು ಬದಿಗಿಡಬೇಕು ಎಂದೂ ಅವರು ಹೇಳಿದ್ದಾರೆ. ಗ್ರೇಟ್ ನಿಕೋಬಾರ್ ದ್ವೀಪದ ಮೇಲೆ ಕಾರ್ಯಗತಗೊಳಿಸುತ್ತಿರುವ ಈ ಯೋಜನೆಯು ಅಸಾಧ್ಯವಾಗಿದ್ದು, ದೊಡ್ಡ ಅಪಾಯವಾಗಿದ್ದು ತೀವ್ರವಾಗಿ ಟೀಕೆಗೆ ಒಳಗಾಗಿದೆ. ಇದಲ್ಲ, ಯೋಜನೆಯು ಪ್ರಸ್ತುತ ವಿನ್ಯಾಸವು 'ಪರಿಸರಶಾಸ್ತ್ರ ಅಪಾಯವನ್ನುಂಟುಮಾಡುತ್ತದೆ' ಎಂದು ರಮೇಶ್ ಪ್ರತಿಪಾದಿಸಿದ್ದಾರೆ. ಪರಿಸರ ಸಚಿವ ಭೂಪೇಂದರ್ ಯಾದವ್ ಅವರಿಗೆ ಬರೆದ ಪತ್ರದಲ್ಲಿ, ಗ್ರೇಟ್ ನಿಕೋಬಾರ್ ದ್ವೀಪ ಮೂಲಸೌಕರ್ಯ ಯೋಜನೆಗೆ ನೀಡಲಾದ ಪರಿಸರ ಅನುಮತಿಗಳನ್ನು ಮರುಪರಿಶೀಲಿಸಲು ಸಂಸದೀಯ ಸಮಿತಿಯನ್ನು ರಚಿಸಲು ಮತ್ತು ಜಂಟಿ ಸಂಸದೀಯ ಸಮಿತಿ (ಜೆಪಿಸಿ) ವಿಚಾರಣೆ ಮಾಡಬೇಕು ಎಂದು ರಮೇಶ್ ಆಗ್ರಹಿಸಿದ್ದಾರೆ. xyxy=(774,413,926,545)
panchayat-headline: ಬೆನ್ನೂರು ಗ್ರಾಮ ಪಂಚಾಯತಿಯ ನೂತನ ಅಧ್ಯಕ್ಷರಾಗಿ ಬಸಪ್ಪ ಸಾಲಿಗನೂರು ಉಪಾಧ್ಯಕ್ಷೆಯಾಗಿ ಶ್ರೀಮತಿ ಗಂಗಮ್ಮ ಬಳ್ಳಪ್ಪ ಅವಿರೋಧ ಆಯ್ಕೆ xyxy=(19,702,233,756)
divider xyxy=(567,118,568,356)
jamboo-headline: ಜಂಬೂಸವಾರಿ: 4,000ಕ್ಕೂ ಹೆಚ್ಚು ಪೊಲೀಸರ ಕರ್ತವ್ಯ ನಿರ್ವಹಣೆ: ಸೀಮಾ ಲಾಟ್ಕರ್ xyxy=(746,669,911,726)
usa-col-1-text: ಅಮೆರಿಕದ ಅಧ್ಯಕ್ಷೀಯ ಚುನಾವಣೆ ಹಿನ್ನೆಲೆಯಲ್ಲಿ ದೆಹಲಿ ಬಿಜೆಪಿಯ ಮಾಜಿ ಶಾಸಕರೊಬ್ಬರು ಅಮೆರಿಕದ ಮಾಜಿ ಅಧ್ಯಕ್ಷ ಡೊನಾಲ್ಡ್ ಟ್ರಂಪ್ ಪರವಾಗಿ ಪ್ರಚಾರ ನಡೆಸುತ್ತಿದ್ದಾರೆ. ಟ್ರಂಪ್ ಪಕ್ಷದ ಪರವಾಗಿರುವ ರಿಪಬ್ಲಿಕನ್ ಹಿಂದೂ ಒಕ್ಕೂಟದೊಂದಿಗೆ ಕೆಲಸ ಮಾಡುತ್ತಿರುವ ಬಿಜೆಪಿಯ ಮಾಜಿ ಶಾಸಕ ಅಮೆರಿಕದ ನಗರಗಳಲ್ಲಿ ಸಭೆ ಆಯೋಜಿಸುತ್ತಿದ್ದಾರೆ. ಅದಾಗ್ಯೂ ಬಿಜೆಪಿ 'ಅಮೆರಿಕದ ಆಂತರಿಕ ಚುನಾವಣಾ ಪ್ರಕ್ರಿಯೆಯಲ್ಲಿ ಯಾವುದೇ ಅಭ್ಯರ್ಥಿಗಳನ್ನು ಬೆಂಬಲಿಸುವುದಿಲ್ಲ' ಎಂದು ಹೇಳಿದೆ. xyxy=(255,1051,427,1122)
child-figure xyxy=(233,133,285,185)
byline: ■ ಬದಲಾವಣೆ ಸುದ್ದಿ xyxy=(21,597,231,608)
